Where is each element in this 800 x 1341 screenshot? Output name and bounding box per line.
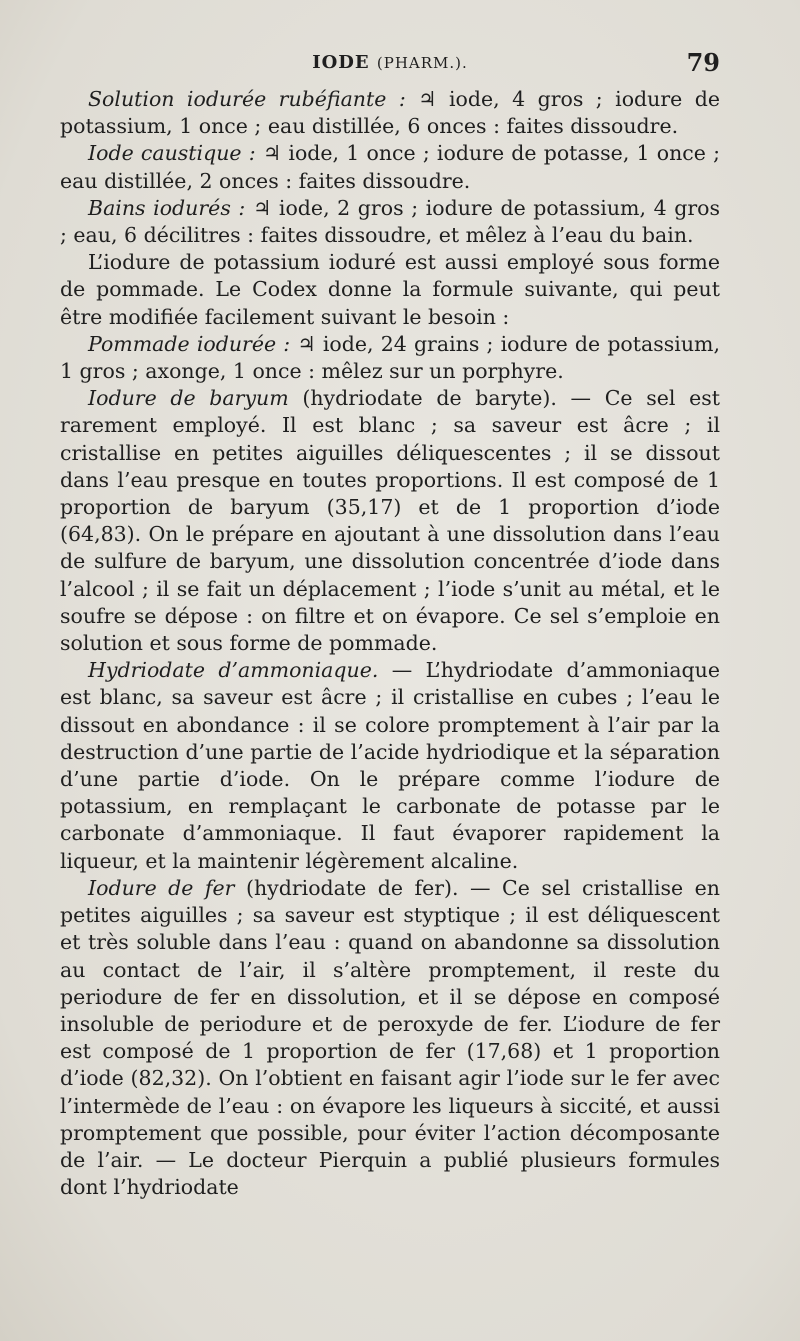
paragraph — [60, 140, 720, 194]
page-header — [60, 48, 720, 86]
running-title-main: IODE — [312, 52, 370, 73]
entry-label: Hydriodate d’ammoniaque. — [88, 658, 379, 683]
page-number: 79 — [686, 48, 720, 77]
entry-text: (hydriodate de baryte). — Ce sel est rarement employé. Il est blanc ; sa saveur est âcre ; il cristallise en petites aiguilles déliquescentes ; il se dissout dans l’eau presque en toutes proportions. Il est composé de 1 proportion de baryum (35,17) et de 1 proportion d’iode (64,83). On le prépare en ajoutant à une dissolution dans l’eau de sulfure de baryum, une dissolution concentrée d’iode dans l’alcool ; il se fait un déplacement ; l’iode s’unit au métal, et le soufre se dépose : on filtre et on évapore. Ce sel s’emploie en solution et sous forme de pommade. — [60, 386, 720, 656]
entry-label: Bains iodurés : — [88, 195, 246, 220]
entry-label: Iodure de fer — [88, 875, 235, 900]
entry-text: ♃ iode, 2 gros ; iodure de potassium, 4 gros ; eau, 6 décilitres : faites dissoudre, et mêlez à l’eau du bain. — [60, 195, 720, 248]
entry-text: ♃ iode, 24 grains ; iodure de potassium, 1 gros ; axonge, 1 once : mêlez sur un porphyre. — [60, 331, 720, 384]
entry-text: (hydriodate de fer). — Ce sel cristallise en petites aiguilles ; sa saveur est styptique ; il est déliquescent et très soluble dans l’eau : quand on abandonne sa dissolution au contact de l’air, il s’altère promptement, il reste du periodure de fer en dissolution, et il se dépose en composé insoluble de periodure et de peroxyde de fer. L’iodure de fer est composé de 1 proportion de fer (17,68) et 1 proportion d’iode (82,32). On l’obtient en faisant agir l’iode sur le fer avec l’intermède de l’eau : on évapore les liqueurs à siccité, et aussi promptement que possible, pour éviter l’action décomposante de l’air. — Le docteur Pierquin a publié plusieurs formules dont l’hydriodate — [60, 875, 720, 1200]
paragraph — [60, 86, 720, 140]
page-body — [60, 86, 720, 1201]
entry-text: L’iodure de potassium ioduré est aussi employé sous forme de pommade. Le Codex donne la formule suivante, qui peut être modifiée facilement suivant le besoin : — [60, 250, 720, 329]
entry-text: ♃ iode, 4 gros ; iodure de potassium, 1 once ; eau distillée, 6 onces : faites dissoudre. — [60, 87, 721, 139]
entry-text: — L’hydriodate d’ammoniaque est blanc, sa saveur est âcre ; il cristallise en cubes ; l’eau le dissout en abondance : il se colore promptement à l’air par la destruction d’une partie de l’acide hydriodique et la séparation d’une partie d’iode. On le prépare comme l’iodure de potassium, en remplaçant le carbonate de potasse par le carbonate d’ammoniaque. Il faut évaporer rapidement la liqueur, et la maintenir légèrement alcaline. — [60, 658, 721, 873]
entry-label: Iode caustique : — [88, 141, 256, 166]
paragraph — [60, 331, 720, 385]
entry-label: Pommade iodurée : — [88, 331, 291, 356]
paragraph — [60, 249, 720, 331]
paragraph — [60, 195, 720, 249]
entry-label: Iodure de baryum — [88, 386, 289, 411]
paragraph — [60, 385, 720, 657]
paragraph — [60, 875, 720, 1201]
running-title-paren: (PHARM.). — [376, 54, 468, 72]
running-title — [60, 52, 720, 73]
entry-label: Solution iodurée rubéfiante : — [88, 87, 406, 111]
entry-text: ♃ iode, 1 once ; iodure de potasse, 1 once ; eau distillée, 2 onces : faites dissoudre. — [60, 141, 720, 193]
paragraph — [60, 657, 720, 875]
